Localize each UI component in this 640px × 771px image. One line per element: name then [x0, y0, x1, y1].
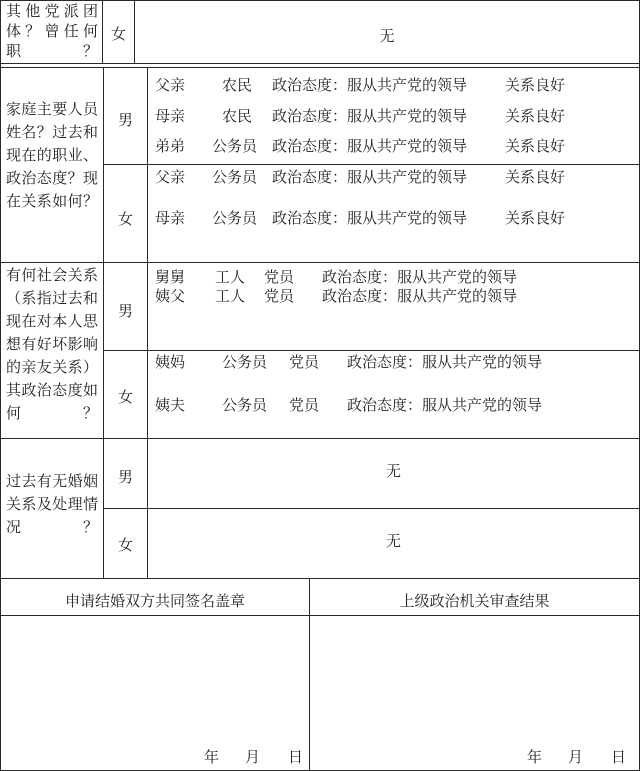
relation: 父亲	[155, 168, 186, 186]
attitude: 政治态度：服从共产党的领导	[347, 396, 543, 414]
relationship: 关系良好	[505, 76, 566, 94]
attitude: 政治态度：服从共产党的领导	[272, 168, 468, 186]
job: 农民	[222, 107, 253, 125]
date-year: 年	[527, 748, 543, 766]
job: 农民	[222, 76, 253, 94]
job: 公务员	[222, 396, 268, 414]
party: 党员	[264, 287, 295, 305]
other-parties-value: 无	[379, 27, 395, 45]
signature-right-header: 上级政治机关审查结果	[399, 592, 550, 610]
social-male-gender: 男	[117, 302, 133, 320]
attitude: 政治态度：服从共产党的领导	[272, 107, 468, 125]
signature-left-header: 申请结婚双方共同签名盖章	[64, 592, 245, 610]
other-parties-label: 其他党派团体？曾任何职？	[6, 2, 98, 60]
marriage-female-gender: 女	[117, 536, 133, 554]
job: 公务员	[212, 209, 258, 227]
attitude: 政治态度：服从共产党的领导	[347, 353, 543, 371]
relation: 母亲	[155, 107, 186, 125]
date-month: 月	[245, 748, 261, 766]
relationship: 关系良好	[505, 107, 566, 125]
job: 公务员	[222, 353, 268, 371]
relation: 父亲	[155, 76, 186, 94]
job: 工人	[215, 268, 246, 286]
job: 公务员	[212, 168, 258, 186]
date-year: 年	[204, 748, 220, 766]
marriage-female-value: 无	[385, 532, 401, 550]
attitude: 政治态度：服从共产党的领导	[272, 209, 468, 227]
party: 党员	[289, 353, 320, 371]
job: 工人	[215, 287, 246, 305]
social-label: 有何社会关系（系指过去和现在对本人思想有好坏影响的亲友关系）其政治态度如何？	[6, 266, 98, 422]
family-male-gender: 男	[117, 111, 133, 129]
relation: 姨妈	[155, 353, 186, 371]
date-day: 日	[611, 748, 627, 766]
family-female-gender: 女	[117, 210, 133, 228]
attitude: 政治态度：服从共产党的领导	[272, 137, 468, 155]
party: 党员	[264, 268, 295, 286]
relation: 姨父	[155, 287, 186, 305]
job: 公务员	[212, 137, 258, 155]
date-month: 月	[568, 748, 584, 766]
family-label: 家庭主要人员姓名？过去和现在的职业、政治态度？现在关系如何？	[6, 100, 98, 210]
marriage-label: 过去有无婚姻关系及处理情况？	[6, 472, 98, 536]
social-female-gender: 女	[117, 388, 133, 406]
party: 党员	[289, 396, 320, 414]
other-parties-gender: 女	[110, 25, 126, 43]
date-day: 日	[288, 748, 304, 766]
relation: 姨夫	[155, 396, 186, 414]
attitude: 政治态度：服从共产党的领导	[322, 287, 518, 305]
marriage-male-value: 无	[385, 462, 401, 480]
relationship: 关系良好	[505, 168, 566, 186]
relationship: 关系良好	[505, 137, 566, 155]
attitude: 政治态度：服从共产党的领导	[322, 268, 518, 286]
attitude: 政治态度：服从共产党的领导	[272, 76, 468, 94]
relation: 弟弟	[155, 137, 186, 155]
relationship: 关系良好	[505, 209, 566, 227]
relation: 母亲	[155, 209, 186, 227]
relation: 舅舅	[155, 268, 186, 286]
marriage-male-gender: 男	[117, 468, 133, 486]
